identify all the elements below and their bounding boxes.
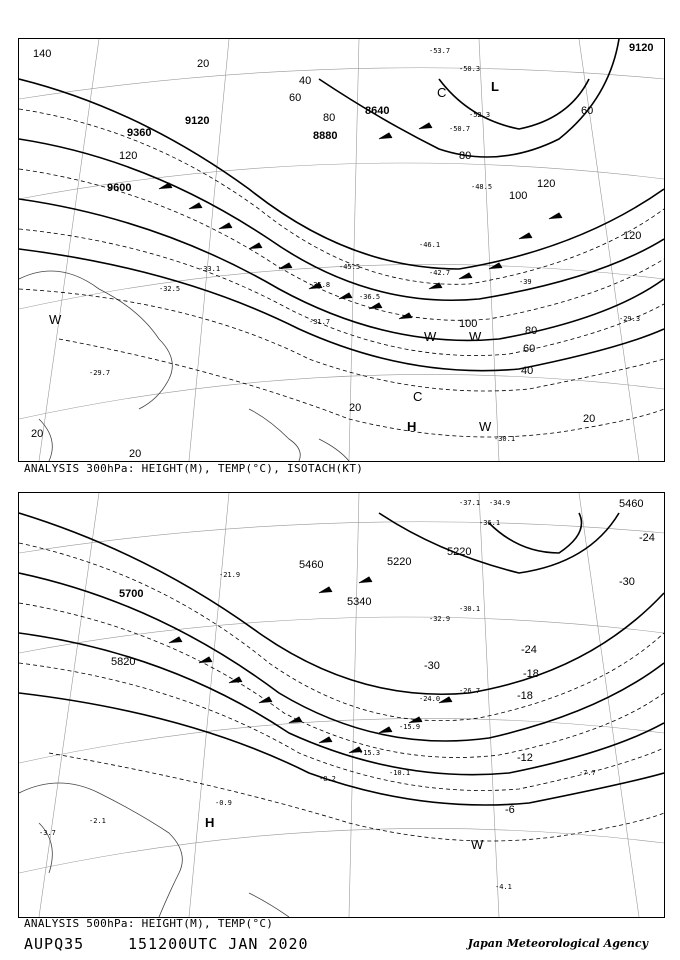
- map-300hpa: [19, 39, 664, 461]
- height-label: 5460: [299, 559, 324, 571]
- isotach-label: 60: [289, 92, 302, 104]
- temp-value: -39: [519, 278, 532, 286]
- height-label: 5460: [619, 498, 644, 510]
- isotach-label: 20: [31, 428, 44, 440]
- temp-value: -31.7: [309, 318, 331, 326]
- map-500hpa: [19, 493, 664, 917]
- height-label: 5220: [447, 546, 472, 558]
- temp-value: -50.3: [459, 65, 481, 73]
- warm-center: W: [471, 837, 484, 852]
- isotach-label: 100: [509, 190, 528, 202]
- height-label: 5340: [347, 596, 372, 608]
- temp-value: -46.1: [419, 241, 441, 249]
- cold-center: C: [437, 85, 447, 100]
- temp-value: -8.2: [319, 775, 336, 783]
- isotach-contours: [19, 109, 664, 437]
- pressure-centers: [205, 815, 484, 852]
- temp-value: -29.7: [89, 369, 111, 377]
- isotach-label: 140: [33, 48, 52, 60]
- temp-value: -26.7: [459, 687, 481, 695]
- temp-value: -24.0: [419, 695, 441, 703]
- height-contours: [19, 39, 664, 371]
- isotach-labels: [31, 48, 641, 460]
- temp-value: -30.1: [494, 435, 516, 443]
- temperature-samples: [39, 499, 596, 891]
- warm-center: W: [424, 329, 437, 344]
- isotherm-label: -30: [619, 576, 635, 588]
- height-label: 8640: [365, 105, 390, 117]
- isotach-label: 60: [523, 343, 536, 355]
- isotach-label: 40: [299, 75, 312, 87]
- isotach-label: 80: [459, 150, 472, 162]
- cold-center: C: [413, 389, 423, 404]
- product-id: AUPQ35: [24, 935, 85, 953]
- temp-value: -29.3: [619, 315, 641, 323]
- temp-value: -15.3: [359, 749, 381, 757]
- isotach-label: 20: [349, 402, 362, 414]
- temp-value: -7.7: [579, 769, 596, 777]
- temp-value: -0.9: [215, 799, 232, 807]
- height-label: 5820: [111, 656, 136, 668]
- temp-value: -33.1: [199, 265, 221, 273]
- temp-value: -21.9: [219, 571, 241, 579]
- temp-value: -52.3: [469, 111, 491, 119]
- isotach-label: 20: [197, 58, 210, 70]
- height-label: 5700: [119, 588, 144, 600]
- low-center: L: [491, 79, 499, 94]
- isotach-label: 80: [323, 112, 336, 124]
- map-panel-500hpa: [18, 492, 665, 918]
- warm-center: W: [469, 329, 482, 344]
- map-panel-300hpa: [18, 38, 665, 462]
- wind-barbs: [159, 123, 562, 319]
- height-label: 9360: [127, 127, 152, 139]
- isotach-label: 120: [119, 150, 138, 162]
- height-label: 9600: [107, 182, 132, 194]
- temp-value: -4.1: [495, 883, 512, 891]
- isotach-label: 20: [583, 413, 596, 425]
- issue-time: 151200UTC JAN 2020: [128, 935, 309, 953]
- height-label: 9120: [629, 42, 654, 54]
- high-center: H: [205, 815, 215, 830]
- high-center: H: [407, 419, 417, 434]
- agency-credit: Japan Meteorological Agency: [467, 937, 648, 950]
- height-labels: [111, 498, 643, 668]
- temp-value: -42.7: [429, 269, 451, 277]
- temp-value: -34.9: [489, 499, 511, 507]
- isotherm-label: -24: [639, 532, 655, 544]
- isotherm-label: -12: [517, 752, 533, 764]
- isotach-label: 20: [129, 448, 142, 460]
- warm-center: W: [49, 312, 62, 327]
- temp-value: -3.7: [39, 829, 56, 837]
- isotherm-label: -18: [517, 690, 533, 702]
- temp-value: -37.1: [459, 499, 481, 507]
- temp-value: -35.8: [309, 281, 331, 289]
- graticule: [19, 493, 664, 917]
- height-label: 5220: [387, 556, 412, 568]
- isotach-label: 120: [623, 230, 642, 242]
- temp-value: -10.1: [389, 769, 411, 777]
- temp-value: -15.9: [399, 723, 421, 731]
- coastline: [19, 783, 289, 917]
- temp-value: -48.5: [471, 183, 493, 191]
- temp-value: -30.1: [459, 605, 481, 613]
- isotach-label: 60: [581, 105, 594, 117]
- height-label: 9120: [185, 115, 210, 127]
- isotherm-label: -30: [424, 660, 440, 672]
- isotherm-label: -6: [505, 804, 515, 816]
- temp-value: -53.7: [429, 47, 451, 55]
- isotach-label: 100: [459, 318, 478, 330]
- isotherm-label: -24: [521, 644, 537, 656]
- isotach-label: 40: [521, 365, 534, 377]
- isotherm-label: -18: [523, 668, 539, 680]
- caption-500hpa: ANALYSIS 500hPa: HEIGHT(M), TEMP(°C): [24, 917, 274, 930]
- isotach-label: 80: [525, 325, 538, 337]
- temp-value: -2.1: [89, 817, 106, 825]
- height-label: 8880: [313, 130, 338, 142]
- temp-value: -50.7: [449, 125, 471, 133]
- temp-value: -45.5: [339, 263, 361, 271]
- warm-center: W: [479, 419, 492, 434]
- temp-value: -36.5: [359, 293, 381, 301]
- temp-value: -32.5: [159, 285, 181, 293]
- graticule: [19, 39, 664, 461]
- isotherm-contours: [19, 543, 664, 841]
- caption-300hpa: ANALYSIS 300hPa: HEIGHT(M), TEMP(°C), ISOTACH(KT): [24, 462, 364, 475]
- temp-value: -36.1: [479, 519, 501, 527]
- temp-value: -32.9: [429, 615, 451, 623]
- isotach-label: 120: [537, 178, 556, 190]
